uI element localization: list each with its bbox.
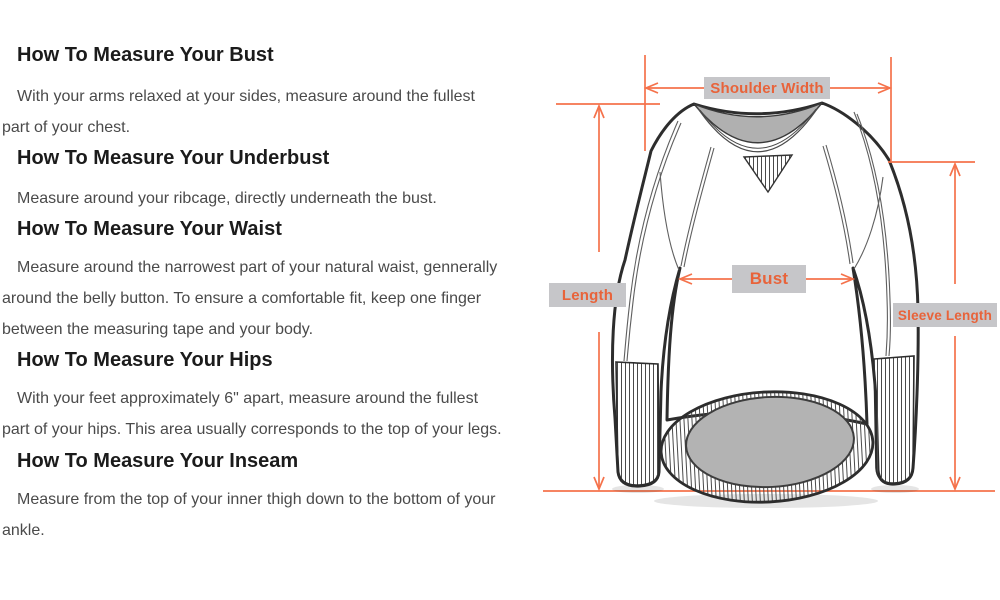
section-body-waist: Measure around the narrowest part of your natural waist, gennerally around the belly button. To ensure a comfortable fit, keep one finger between the measuring tape and your body. [2, 259, 498, 338]
section-heading-waist: How To Measure Your Waist [17, 218, 282, 240]
length-label: Length [549, 283, 626, 307]
section-body-inseam: Measure from the top of your inner thigh down to the bottom of your ankle. [2, 491, 496, 539]
section-heading-inseam: How To Measure Your Inseam [17, 450, 299, 472]
section-body-underbust: Measure around your ribcage, directly underneath the bust. [17, 190, 437, 207]
shoulder-width-label: Shoulder Width [704, 77, 830, 99]
section-heading-hips: How To Measure Your Hips [17, 349, 273, 371]
bust-label: Bust [732, 265, 806, 293]
section-body-bust: With your arms relaxed at your sides, measure around the fullest part of your chest. [2, 88, 475, 136]
section-heading-bust: How To Measure Your Bust [17, 44, 274, 66]
section-heading-underbust: How To Measure Your Underbust [17, 147, 330, 169]
sleeve-length-label: Sleeve Length [893, 303, 997, 327]
section-body-hips: With your feet approximately 6" apart, measure around the fullest part of your hips. This area usually corresponds to the top of your legs. [2, 390, 502, 438]
